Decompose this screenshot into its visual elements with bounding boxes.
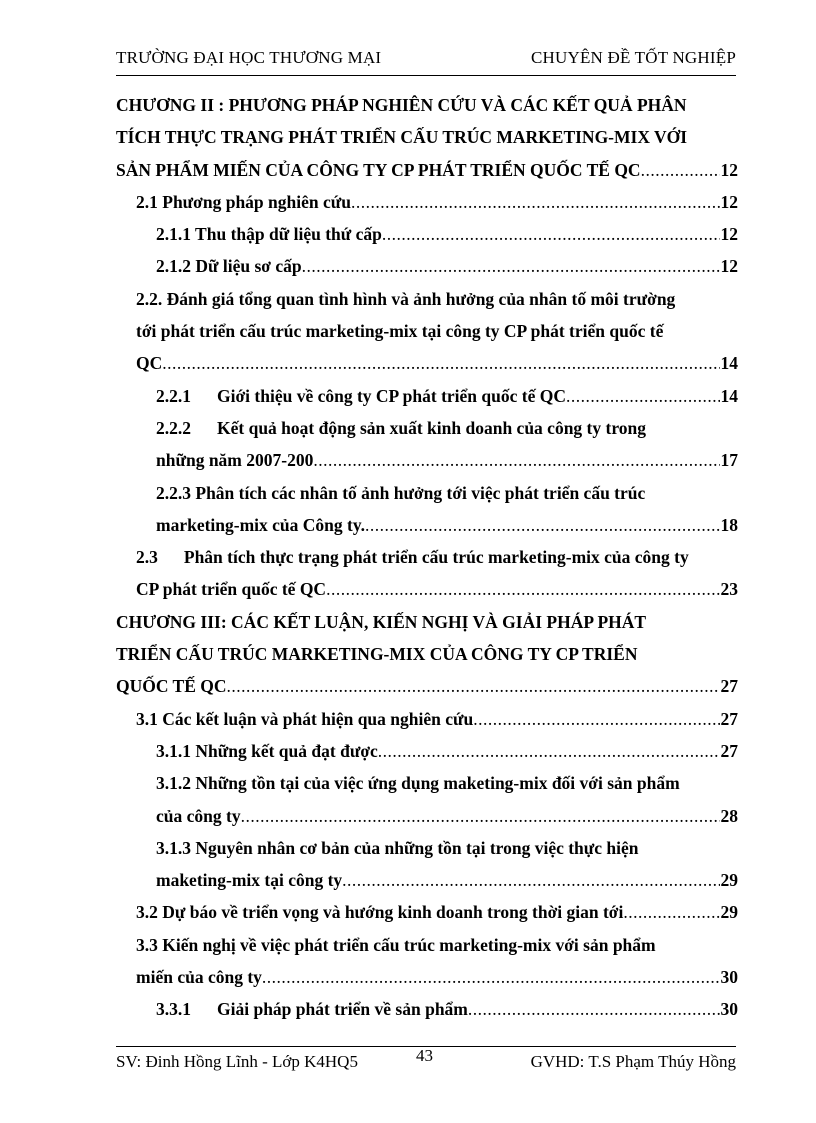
toc-entry-3-3-1[interactable]: 3.3.1 Giải pháp phát triển về sản phẩm ..... 30 bbox=[116, 993, 738, 1025]
toc-entry-3-1-2-line-2[interactable]: của công ty ..... 28 bbox=[116, 800, 738, 832]
toc-chapter-2-line-1[interactable]: CHƯƠNG II : PHƯƠNG PHÁP NGHIÊN CỨU VÀ CÁC KẾT QUẢ PHÂN bbox=[116, 95, 687, 115]
toc-page-number: 12 bbox=[720, 256, 738, 277]
toc-chapter-3-line-2[interactable]: TRIỂN CẤU TRÚC MARKETING-MIX CỦA CÔNG TY CP TRIỂN bbox=[116, 644, 638, 665]
table-of-contents bbox=[116, 89, 738, 1026]
toc-entry-3-3-line-2[interactable]: miến của công ty ..... 30 bbox=[116, 961, 738, 993]
toc-entry-2-1[interactable]: 2.1 Phương pháp nghiên cứu ..... 12 bbox=[116, 186, 738, 218]
toc-entry-2-3-line-1[interactable]: 2.3 Phân tích thực trạng phát triển cấu trúc marketing-mix của công ty bbox=[136, 547, 689, 568]
toc-chapter-3-line-3[interactable]: QUỐC TẾ QC ..... 27 bbox=[116, 670, 738, 702]
toc-page-number: 27 bbox=[720, 708, 738, 729]
toc-entry-2-2-line-2[interactable]: tới phát triển cấu trúc marketing-mix tại công ty CP phát triển quốc tế bbox=[136, 321, 664, 342]
toc-chapter-2-line-3[interactable]: SẢN PHẨM MIẾN CỦA CÔNG TY CP PHÁT TRIỂN QUỐC TẾ QC ..... 12 bbox=[116, 154, 738, 186]
toc-entry-3-1-2-line-1[interactable]: 3.1.2 Những tồn tại của việc ứng dụng maketing-mix đối với sản phẩm bbox=[156, 773, 680, 794]
toc-entry-2-2-line-3[interactable]: QC ..... 14 bbox=[116, 347, 738, 379]
toc-page-number: 30 bbox=[720, 967, 738, 988]
page-footer bbox=[116, 1046, 736, 1076]
toc-entry-2-3-line-2[interactable]: CP phát triển quốc tế QC ..... 23 bbox=[116, 573, 738, 605]
footer-supervisor: GVHD: T.S Phạm Thúy Hồng bbox=[530, 1052, 736, 1071]
toc-page-number: 14 bbox=[720, 353, 738, 374]
toc-entry-3-1-1[interactable]: 3.1.1 Những kết quả đạt được ..... 27 bbox=[116, 735, 738, 767]
toc-page-number: 23 bbox=[720, 579, 738, 600]
toc-entry-2-2-3-line-1[interactable]: 2.2.3 Phân tích các nhân tố ảnh hưởng tới việc phát triển cấu trúc bbox=[156, 482, 646, 503]
toc-page-number: 29 bbox=[720, 870, 738, 891]
toc-page-number: 12 bbox=[720, 159, 738, 180]
header-thesis-type: CHUYÊN ĐỀ TỐT NGHIỆP bbox=[530, 48, 736, 67]
toc-entry-2-1-1[interactable]: 2.1.1 Thu thập dữ liệu thứ cấp ..... 12 bbox=[116, 218, 738, 250]
toc-entry-3-1-3-line-1[interactable]: 3.1.3 Nguyên nhân cơ bản của những tồn tại trong việc thực hiện bbox=[156, 837, 639, 858]
toc-page-number: 18 bbox=[720, 514, 738, 535]
header-divider bbox=[116, 75, 736, 76]
toc-page-number: 14 bbox=[720, 385, 738, 406]
toc-entry-3-2[interactable]: 3.2 Dự báo về triển vọng và hướng kinh doanh trong thời gian tới ..... 29 bbox=[116, 896, 738, 928]
toc-page-number: 30 bbox=[720, 999, 738, 1020]
page-header bbox=[116, 48, 736, 74]
toc-page-number: 29 bbox=[720, 902, 738, 923]
toc-entry-2-1-2[interactable]: 2.1.2 Dữ liệu sơ cấp ..... 12 bbox=[116, 250, 738, 282]
toc-page-number: 27 bbox=[720, 676, 738, 697]
toc-page-number: 12 bbox=[720, 224, 738, 245]
toc-entry-2-2-2-line-1[interactable]: 2.2.2 Kết quả hoạt động sản xuất kinh doanh của công ty trong bbox=[156, 417, 647, 438]
toc-entry-2-2-line-1[interactable]: 2.2. Đánh giá tổng quan tình hình và ảnh hưởng của nhân tố môi trường bbox=[136, 288, 676, 309]
toc-chapter-3-line-1[interactable]: CHƯƠNG III: CÁC KẾT LUẬN, KIẾN NGHỊ VÀ GIẢI PHÁP PHÁT bbox=[116, 611, 647, 632]
toc-entry-3-3-line-1[interactable]: 3.3 Kiến nghị về việc phát triển cấu trúc marketing-mix với sản phẩm bbox=[136, 934, 656, 955]
toc-entry-2-2-3-line-2[interactable]: marketing-mix của Công ty. ..... 18 bbox=[116, 509, 738, 541]
toc-entry-2-2-1[interactable]: 2.2.1 Giới thiệu về công ty CP phát triển quốc tế QC ..... 14 bbox=[116, 380, 738, 412]
toc-page-number: 27 bbox=[720, 740, 738, 761]
header-university: TRƯỜNG ĐẠI HỌC THƯƠNG MẠI bbox=[116, 48, 382, 67]
toc-entry-3-1-3-line-2[interactable]: maketing-mix tại công ty ..... 29 bbox=[116, 864, 738, 896]
toc-page-number: 28 bbox=[720, 805, 738, 826]
toc-page-number: 12 bbox=[720, 191, 738, 212]
toc-page-number: 17 bbox=[720, 450, 738, 471]
page-number: 43 bbox=[416, 1046, 433, 1065]
toc-chapter-2-line-2[interactable]: TÍCH THỰC TRẠNG PHÁT TRIỂN CẤU TRÚC MARKETING-MIX VỚI bbox=[116, 127, 688, 148]
toc-entry-3-1[interactable]: 3.1 Các kết luận và phát hiện qua nghiên cứu ..... 27 bbox=[116, 703, 738, 735]
footer-student: SV: Đinh Hồng Lĩnh - Lớp K4HQ5 bbox=[116, 1052, 358, 1071]
toc-entry-2-2-2-line-2[interactable]: những năm 2007-200 ..... 17 bbox=[116, 444, 738, 476]
